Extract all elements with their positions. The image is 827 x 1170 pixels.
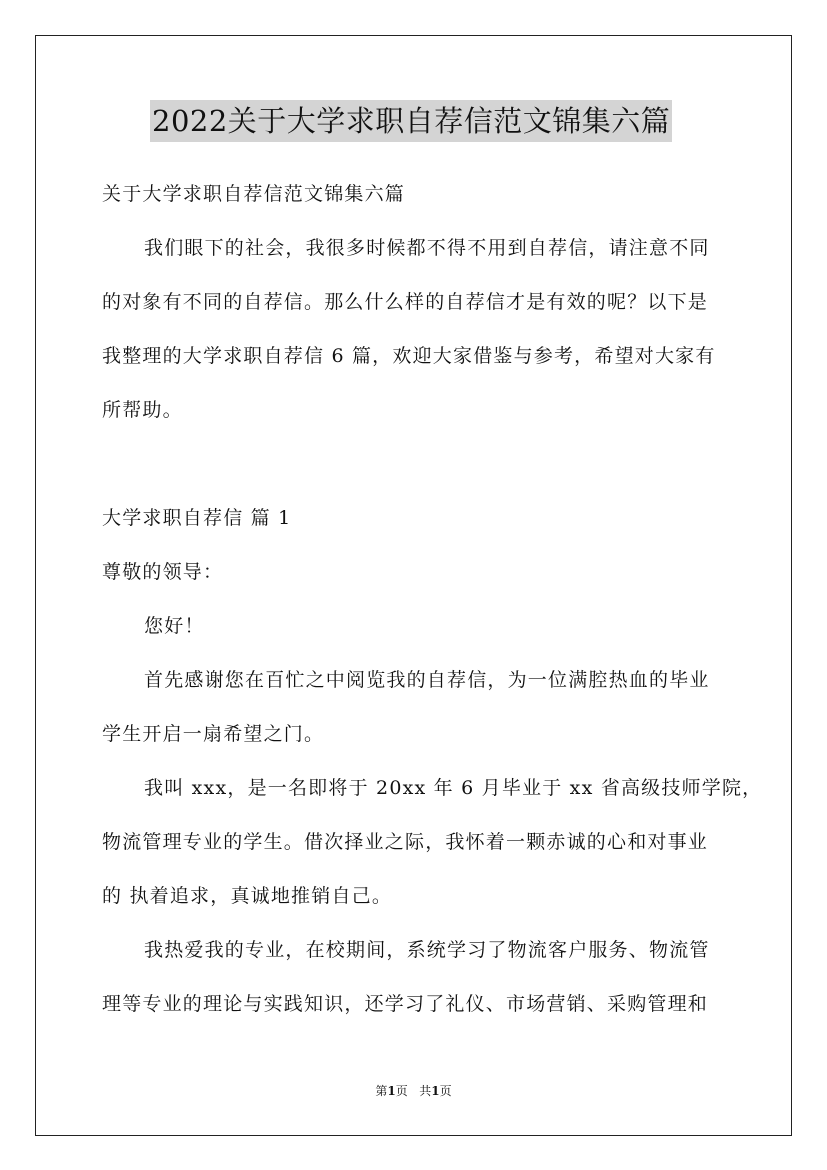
footer-total-unit: 页 — [439, 1084, 452, 1098]
footer-page-current: 1 — [387, 1084, 396, 1098]
body-line-1: 首先感谢您在百忙之中阅览我的自荐信，为一位满腔热血的毕业 — [144, 669, 710, 691]
footer-page-unit: 页 — [395, 1084, 408, 1098]
body-line-3: 我叫 xxx，是一名即将于 20xx 年 6 月毕业于 xx 省高级技师学院， — [144, 777, 763, 799]
intro-line-1: 我们眼下的社会，我很多时候都不得不用到自荐信，请注意不同 — [144, 237, 710, 259]
document-subtitle: 关于大学求职自荐信范文锦集六篇 — [102, 183, 406, 205]
footer-page-total: 1 — [431, 1084, 440, 1098]
footer-total-prefix: 共 — [419, 1084, 432, 1098]
body-line-7: 理等专业的理论与实践知识，还学习了礼仪、市场营销、采购管理和 — [102, 993, 709, 1015]
salutation: 尊敬的领导： — [102, 561, 224, 583]
section-heading: 大学求职自荐信 篇 1 — [102, 507, 292, 529]
intro-line-3: 我整理的大学求职自荐信 6 篇，欢迎大家借鉴与参考，希望对大家有 — [102, 345, 716, 367]
intro-line-4: 所帮助。 — [102, 399, 183, 421]
body-line-2: 学生开启一扇希望之门。 — [102, 723, 325, 745]
document-title: 2022关于大学求职自荐信范文锦集六篇 — [150, 100, 672, 142]
greeting: 您好！ — [144, 615, 205, 637]
body-line-5: 的 执着追求，真诚地推销自己。 — [102, 885, 393, 907]
body-line-6: 我热爱我的专业，在校期间，系统学习了物流客户服务、物流管 — [144, 939, 710, 961]
body-line-4: 物流管理专业的学生。借次择业之际，我怀着一颗赤诚的心和对事业 — [102, 831, 709, 853]
page-footer — [0, 1083, 827, 1099]
footer-page-prefix: 第 — [375, 1084, 388, 1098]
intro-line-2: 的对象有不同的自荐信。那么什么样的自荐信才是有效的呢？以下是 — [102, 291, 709, 313]
